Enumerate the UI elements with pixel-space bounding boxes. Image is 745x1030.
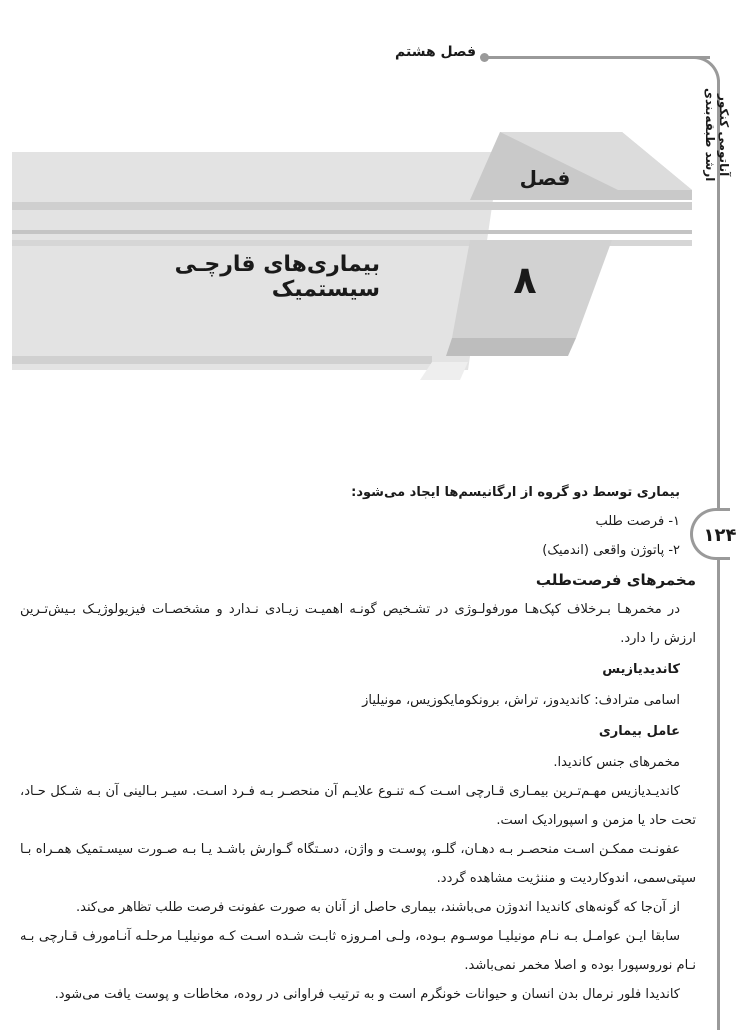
subsection-heading: عامل بیماری xyxy=(598,724,680,739)
header-rule xyxy=(484,56,710,59)
paragraph: سابقا ایـن عوامـل بـه نـام مونیلیـا موسـوم بـوده، ولـی امـروزه ثابـت شـده اسـت کـه مونیلیـا مرحلـه آنـامورف قـارچی بـه نـام نوروسپورا بوده و اصلا مخمر نمی‌باشد. xyxy=(20,929,696,973)
page-number: ۱۲۴ xyxy=(703,525,737,546)
banner-number-panel-shadow xyxy=(446,338,576,356)
subsection-heading: کاندیدیازیس xyxy=(602,662,680,677)
chapter-word: فصل xyxy=(519,166,571,190)
list-item: ۱- فرصت طلب xyxy=(595,514,680,529)
paragraph: مخمرهای جنس کاندیدا. xyxy=(553,755,680,770)
intro-sentence: بیماری توسط دو گروه از ارگانیسم‌ها ایجاد می‌شود: xyxy=(351,485,680,500)
paragraph: در مخمرهـا بـرخلاف کپک‌هـا مورفولـوژی در تشـخیص گونـه اهمیـت زیـادی نـدارد و مشخصـات فیزیولوژیـک بـیش‌تـرین ارزش را دارد. xyxy=(20,602,696,646)
chapter-title: بیماری‌های قارچـی سیستمیک xyxy=(174,252,380,302)
paragraph: کاندیـدیازیس مهـم‌تـرین بیمـاری قـارچی اسـت کـه تنـوع علایـم آن منحصـر بـه فـرد اسـت. سیـر بـالینی آن بـه شـکل حـاد، تحت حاد یا مزمن و اسپورادیک است. xyxy=(20,784,696,828)
body-text xyxy=(20,478,696,1009)
header-rule-dot xyxy=(480,53,489,62)
paragraph: از آن‌جا که گونه‌های کاندیدا اندوژن می‌باشند، بیماری حاصل از آنان به صورت عفونت فرصت طلب تظاهر می‌کند. xyxy=(76,900,680,915)
banner-stripe-1 xyxy=(12,202,692,210)
margin-rule-lower xyxy=(717,560,720,1030)
banner-stripe-4 xyxy=(12,356,432,364)
paragraph: عفونـت ممکـن اسـت منحصـر بـه دهـان، گلـو، پوسـت و واژن، دسـتگاه گـوارش باشـد یـا بـه صـورت سیسـتمیک همـراه بـا سپتی‌سمی، اندوکاردیت و مننژیت مشاهده گردد. xyxy=(20,842,696,886)
list-item: ۲- پاتوژن واقعی (اندمیک) xyxy=(542,543,680,558)
banner-stripe-2 xyxy=(12,230,692,234)
section-heading: مخمرهای فرصت‌طلب xyxy=(535,571,696,589)
paragraph: کاندیدا فلور نرمال بدن انسان و حیوانات خونگرم است و به ترتیب فراوانی در روده، مخاطات و پوست یافت می‌شود. xyxy=(54,987,680,1002)
chapter-number: ۸ xyxy=(513,258,537,302)
running-chapter-label: فصل هشتم xyxy=(395,44,476,60)
paragraph: اسامی مترادف: کاندیدوز، تراش، برونکومایکوزیس، مونیلیاز xyxy=(362,693,680,708)
running-book-title: آناتومی کنکور ارشد طبقه‌بندی xyxy=(703,88,731,182)
